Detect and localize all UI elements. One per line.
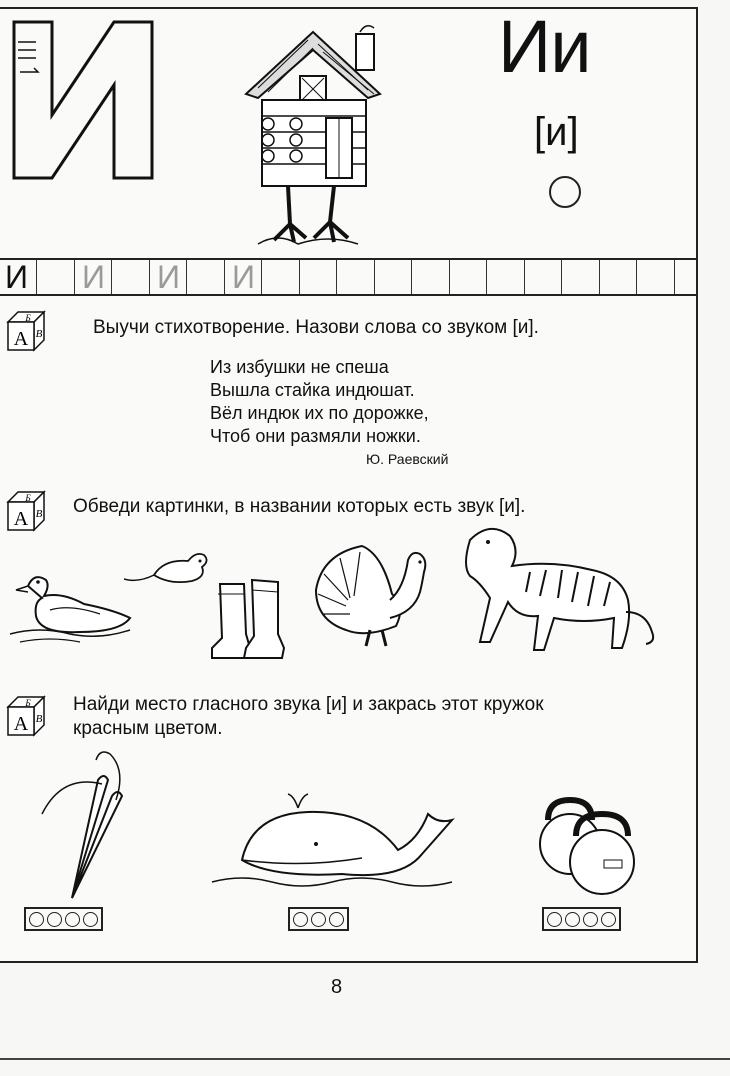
trace-letter: И bbox=[232, 259, 255, 295]
sound-circle[interactable] bbox=[601, 912, 616, 927]
sound-scheme-needles bbox=[24, 907, 103, 931]
svg-text:Б: Б bbox=[25, 313, 31, 323]
copy-cell bbox=[375, 260, 412, 294]
svg-text:А: А bbox=[13, 328, 29, 350]
copy-cell bbox=[450, 260, 487, 294]
copy-cell bbox=[600, 260, 637, 294]
task-3-instruction bbox=[73, 693, 544, 741]
svg-text:Б: Б bbox=[25, 493, 31, 503]
page-bottom-edge bbox=[0, 1058, 730, 1060]
task-3-line: Найди место гласного звука [и] и закрась этот кружок bbox=[73, 694, 544, 715]
poem-line: Вёл индюк их по дорожке, bbox=[210, 403, 429, 423]
phonetic-transcription: [и] bbox=[534, 110, 579, 154]
sound-circle[interactable] bbox=[29, 912, 44, 927]
sound-circle[interactable] bbox=[329, 912, 344, 927]
svg-text:А: А bbox=[13, 508, 29, 530]
svg-text:В: В bbox=[35, 328, 43, 340]
sound-circle[interactable] bbox=[583, 912, 598, 927]
poem-line: Чтоб они размяли ножки. bbox=[210, 426, 421, 446]
svg-text:Б: Б bbox=[25, 698, 31, 708]
copy-cell bbox=[562, 260, 600, 294]
copy-cell bbox=[37, 260, 75, 294]
copy-cell bbox=[187, 260, 225, 294]
task-1-instruction: Выучи стихотворение. Назови слова со звуком [и]. bbox=[93, 317, 539, 338]
sample-letter: И bbox=[5, 259, 28, 295]
sound-circle[interactable] bbox=[65, 912, 80, 927]
copy-cell bbox=[525, 260, 562, 294]
trace-letter: И bbox=[157, 259, 180, 295]
abc-cube-icon bbox=[6, 695, 46, 737]
abc-cube-icon bbox=[6, 310, 46, 352]
copy-cell bbox=[637, 260, 675, 294]
copy-cell bbox=[112, 260, 150, 294]
sound-scheme-kettlebells bbox=[542, 907, 621, 931]
big-letter-i-outline bbox=[12, 20, 154, 180]
copy-cell bbox=[262, 260, 300, 294]
sound-circle[interactable] bbox=[547, 912, 562, 927]
duck-picture bbox=[10, 560, 135, 645]
vowel-sound-circle bbox=[549, 176, 581, 208]
hut-on-chicken-legs-illustration bbox=[238, 14, 388, 250]
copy-cell bbox=[487, 260, 525, 294]
sound-scheme-whale bbox=[288, 907, 349, 931]
poem-author: Ю. Раевский bbox=[366, 451, 449, 467]
copy-cell bbox=[412, 260, 450, 294]
poem-line: Из избушки не спеша bbox=[210, 357, 389, 377]
trace-letter: И bbox=[82, 259, 105, 295]
tiger-picture bbox=[460, 522, 660, 657]
sound-circle[interactable] bbox=[47, 912, 62, 927]
poem bbox=[210, 356, 429, 448]
sound-circle[interactable] bbox=[83, 912, 98, 927]
svg-text:В: В bbox=[35, 508, 43, 520]
copy-cell bbox=[300, 260, 337, 294]
sound-circle[interactable] bbox=[293, 912, 308, 927]
poem-line: Вышла стайка индюшат. bbox=[210, 380, 415, 400]
page-number: 8 bbox=[331, 976, 343, 998]
svg-text:А: А bbox=[13, 713, 29, 735]
task-2-instruction: Обведи картинки, в названии которых есть звук [и]. bbox=[73, 496, 526, 517]
sound-circle[interactable] bbox=[565, 912, 580, 927]
copy-cell bbox=[337, 260, 375, 294]
mouse-picture bbox=[124, 545, 216, 590]
abc-cube-icon bbox=[6, 490, 46, 532]
boots-picture bbox=[208, 578, 288, 662]
kettlebells-picture bbox=[528, 790, 644, 898]
sound-circle[interactable] bbox=[311, 912, 326, 927]
svg-text:В: В bbox=[35, 713, 43, 725]
needles-picture bbox=[36, 752, 136, 902]
letter-pair-uppercase-lowercase: Ии bbox=[498, 5, 591, 88]
task-3-line: красным цветом. bbox=[73, 718, 223, 739]
turkey-picture bbox=[310, 540, 442, 650]
letter-copy-row bbox=[0, 258, 698, 296]
whale-picture bbox=[212, 786, 462, 896]
